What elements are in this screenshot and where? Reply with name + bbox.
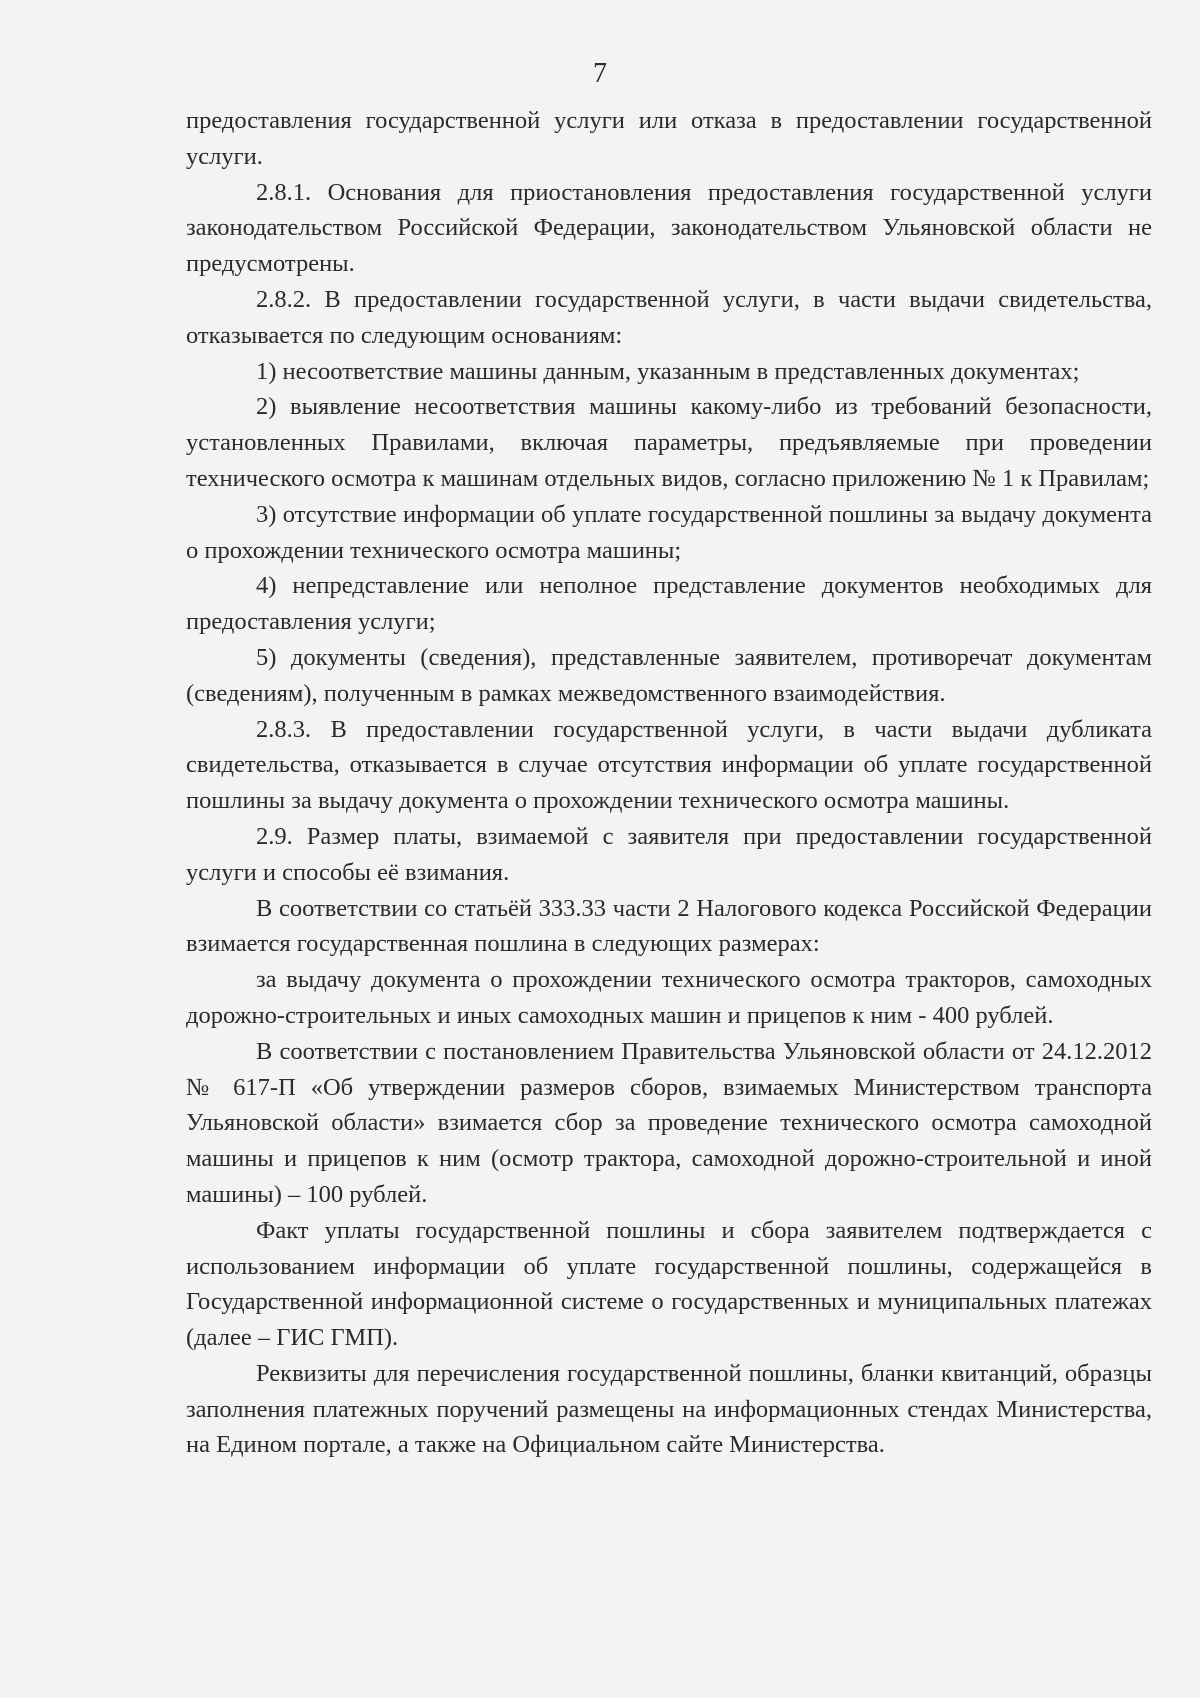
paragraph-continuation: предоставления государственной услуги или отказа в предоставлении государственной услуги. bbox=[186, 107, 1152, 170]
paragraph-fee-amount: за выдачу документа о прохождении технического осмотра тракторов, самоходных дорожно-строительных и иных самоходных машин и прицепов к ним - 400 рублей. bbox=[186, 966, 1152, 1029]
list-item-5: 5) документы (сведения), представленные заявителем, противоречат документам (сведениям), полученным в рамках межведомственного взаимодействия. bbox=[186, 643, 1152, 707]
paragraph-payment-fact: Факт уплаты государственной пошлины и сбора заявителем подтверждается с использованием информации об уплате государственной пошлины, содержащейся в Государственной информационной системе о государственных и муниципальных платежах (далее – ГИС ГМП). bbox=[186, 1216, 1152, 1352]
paragraph-2-8-3: 2.8.3. В предоставлении государственной услуги, в части выдачи дубликата свидетельства, отказывается в случае отсутствия информации об уплате государственной пошлины за выдачу документа о прохождении технического осмотра машины. bbox=[186, 715, 1152, 815]
list-item-4: 4) непредставление или неполное представление документов необходимых для предоставления услуги; bbox=[186, 572, 1152, 636]
document-body bbox=[186, 103, 1152, 1463]
list-item-1: 1) несоответствие машины данным, указанным в представленных документах; bbox=[256, 357, 1080, 385]
paragraph-resolution: В соответствии с постановлением Правительства Ульяновской области от 24.12.2012 № 617-П «Об утверждении размеров сборов, взимаемых Министерством транспорта Ульяновской области» взимается сбор за проведение технического осмотра самоходной машины и прицепов к ним (осмотр трактора, самоходной дорожно-строительной и иной машины) – 100 рублей. bbox=[186, 1037, 1152, 1208]
page-number: 7 bbox=[593, 58, 607, 89]
paragraph-tax-code: В соответствии со статьёй 333.33 части 2 Налогового кодекса Российской Федерации взимается государственная пошлина в следующих размерах: bbox=[186, 894, 1152, 958]
list-item-2: 2) выявление несоответствия машины какому-либо из требований безопасности, установленных Правилами, включая параметры, предъявляемые при проведении технического осмотра к машинам отдельных видов, согласно приложению № 1 к Правилам; bbox=[186, 393, 1152, 492]
paragraph-2-9: 2.9. Размер платы, взимаемой с заявителя при предоставлении государственной услуги и способы её взимания. bbox=[186, 822, 1152, 886]
list-item-3: 3) отсутствие информации об уплате государственной пошлины за выдачу документа о прохождении технического осмотра машины; bbox=[186, 500, 1152, 564]
paragraph-2-8-2: 2.8.2. В предоставлении государственной услуги, в части выдачи свидетельства, отказывается по следующим основаниям: bbox=[186, 285, 1152, 349]
paragraph-requisites: Реквизиты для перечисления государственной пошлины, бланки квитанций, образцы заполнения платежных поручений размещены на информационных стендах Министерства, на Едином портале, а также на Официальном сайте Министерства. bbox=[186, 1359, 1152, 1459]
paragraph-2-8-1: 2.8.1. Основания для приостановления предоставления государственной услуги законодательством Российской Федерации, законодательством Ульяновской области не предусмотрены. bbox=[186, 178, 1152, 278]
